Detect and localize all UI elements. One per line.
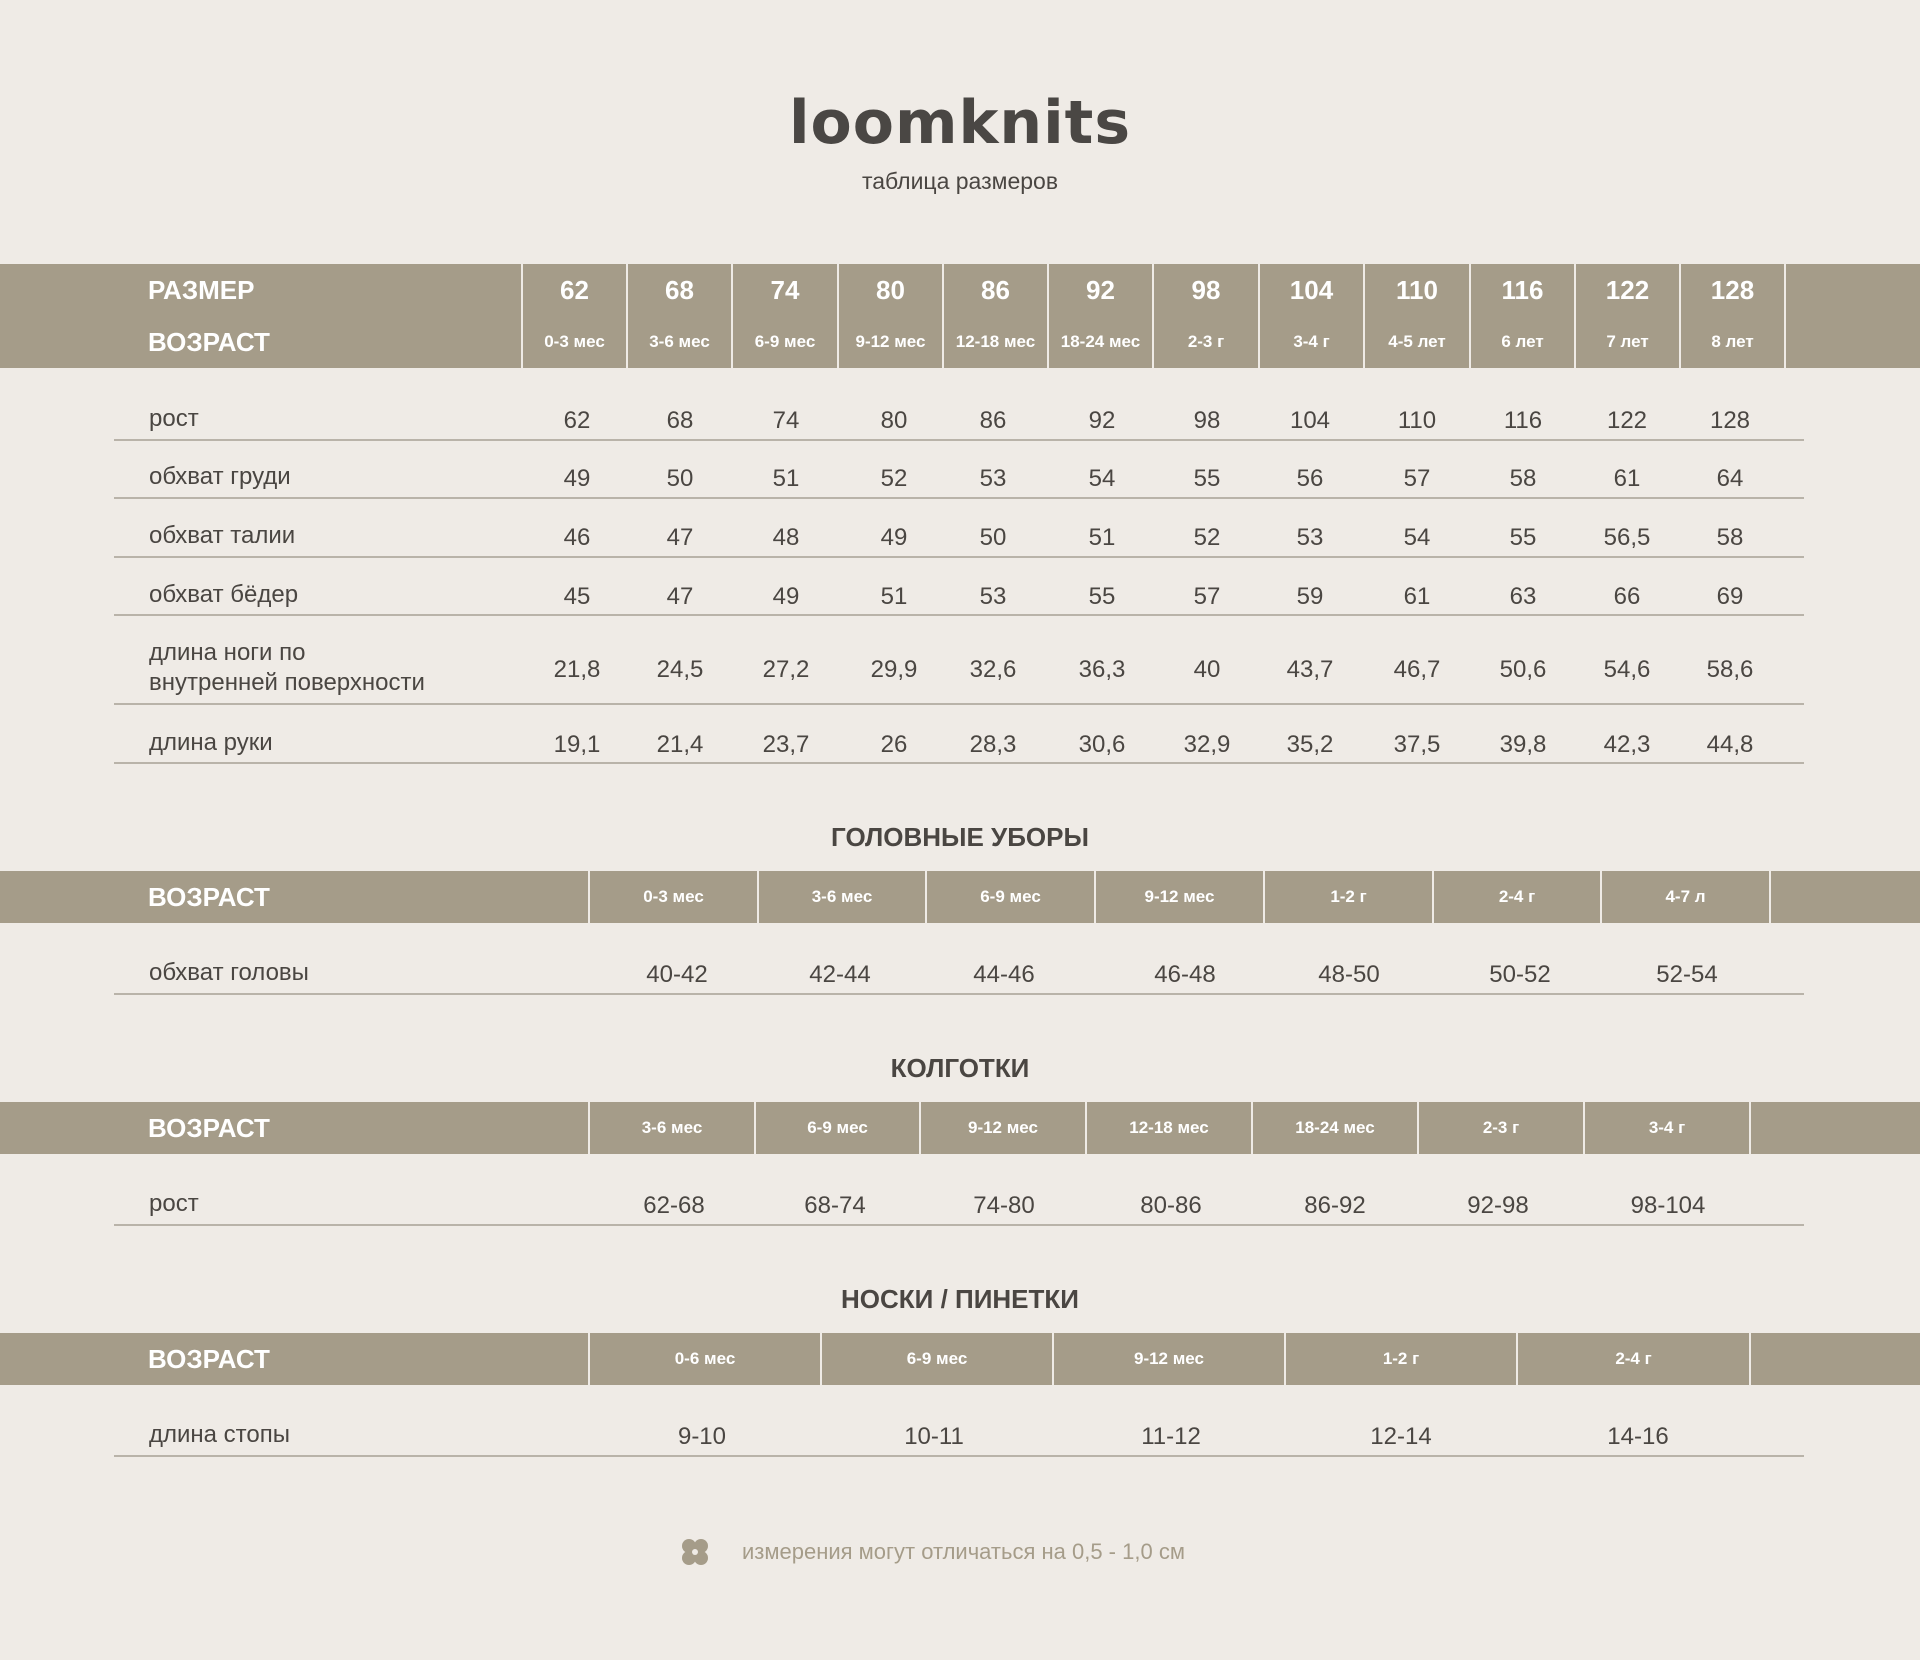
hats-age-cell-5: 2-4 г	[1432, 871, 1600, 923]
tights-age-cell-5: 2-3 г	[1417, 1102, 1583, 1154]
socks-header-band	[0, 1333, 1920, 1385]
socks-age-cell-1: 6-9 мес	[820, 1333, 1052, 1385]
table-cell: 86	[979, 407, 1007, 434]
hats-age-cell-2: 6-9 мес	[925, 871, 1094, 923]
size-cell-1: 68	[626, 264, 731, 316]
table-cell: 44,8	[1706, 731, 1754, 758]
table-cell: 50	[979, 524, 1007, 551]
table-cell: 43,7	[1286, 656, 1334, 683]
hats-age-cell-4: 1-2 г	[1263, 871, 1432, 923]
band-separator	[1749, 1102, 1751, 1154]
table-cell: 64	[1716, 465, 1744, 492]
hats-age-cell-1: 3-6 мес	[757, 871, 925, 923]
socks-value: 11-12	[1141, 1423, 1201, 1450]
brand-logo: loomknits	[788, 88, 1132, 158]
table-cell: 26	[880, 731, 908, 758]
tights-age-cell-4: 18-24 мес	[1251, 1102, 1417, 1154]
hats-section-title: ГОЛОВНЫЕ УБОРЫ	[831, 822, 1089, 852]
page-subtitle: таблица размеров	[861, 168, 1059, 194]
table-cell: 61	[1403, 583, 1431, 610]
hats-value: 44-46	[973, 961, 1035, 988]
table-cell: 48	[772, 524, 800, 551]
row-label: рост	[149, 405, 199, 432]
table-cell: 58	[1509, 465, 1537, 492]
table-cell: 104	[1289, 407, 1331, 434]
table-cell: 128	[1709, 407, 1751, 434]
table-cell: 116	[1503, 407, 1543, 434]
band-separator	[1784, 264, 1786, 316]
tights-section-title: КОЛГОТКИ	[890, 1053, 1030, 1083]
tights-age-cell-6: 3-4 г	[1583, 1102, 1749, 1154]
hats-row-divider	[114, 993, 1804, 995]
hats-age-label: ВОЗРАСТ	[148, 882, 270, 912]
table-cell: 53	[979, 583, 1007, 610]
table-cell: 21,8	[553, 656, 601, 683]
age-header-band	[0, 316, 1920, 368]
age-cell-9: 6 лет	[1469, 316, 1574, 368]
table-cell: 58	[1716, 524, 1744, 551]
table-cell: 40	[1193, 656, 1221, 683]
table-cell: 52	[1193, 524, 1221, 551]
age-cell-10: 7 лет	[1574, 316, 1679, 368]
socks-section-title: НОСКИ / ПИНЕТКИ	[841, 1284, 1079, 1314]
socks-value: 14-16	[1607, 1423, 1669, 1450]
age-cell-7: 3-4 г	[1258, 316, 1363, 368]
table-cell: 49	[880, 524, 908, 551]
row-label: обхват талии	[149, 522, 296, 549]
table-cell: 32,6	[969, 656, 1017, 683]
row-label: обхват груди	[149, 463, 291, 490]
hats-age-cell-3: 9-12 мес	[1094, 871, 1263, 923]
age-cell-8: 4-5 лет	[1363, 316, 1469, 368]
row-label-line: внутренней поверхности	[149, 669, 425, 696]
table-cell: 66	[1613, 583, 1641, 610]
tights-age-cell-1: 6-9 мес	[754, 1102, 919, 1154]
table-cell: 55	[1193, 465, 1221, 492]
age-cell-11: 8 лет	[1679, 316, 1784, 368]
tights-value: 80-86	[1140, 1192, 1202, 1219]
size-header-label: РАЗМЕР	[148, 275, 255, 305]
table-cell: 51	[772, 465, 800, 492]
age-cell-4: 12-18 мес	[942, 316, 1047, 368]
table-cell: 63	[1509, 583, 1537, 610]
table-cell: 39,8	[1499, 731, 1547, 758]
size-cell-6: 98	[1152, 264, 1258, 316]
table-cell: 37,5	[1393, 731, 1441, 758]
hats-value: 50-52	[1489, 961, 1551, 988]
table-cell: 36,3	[1078, 656, 1126, 683]
socks-value: 9-10	[677, 1423, 727, 1450]
tights-value: 74-80	[973, 1192, 1035, 1219]
table-cell: 50,6	[1499, 656, 1547, 683]
row-label: обхват бёдер	[149, 581, 299, 608]
table-cell: 29,9	[870, 656, 918, 683]
hats-value: 48-50	[1318, 961, 1380, 988]
hats-value: 52-54	[1656, 961, 1718, 988]
tights-age-label: ВОЗРАСТ	[148, 1113, 270, 1143]
socks-value: 12-14	[1370, 1423, 1432, 1450]
hats-row-label: обхват головы	[149, 959, 309, 986]
table-cell: 80	[880, 407, 908, 434]
size-cell-5: 92	[1047, 264, 1152, 316]
tights-value: 68-74	[804, 1192, 866, 1219]
table-cell: 32,9	[1183, 731, 1231, 758]
tights-header-band	[0, 1102, 1920, 1154]
table-cell: 74	[772, 407, 800, 434]
socks-value: 10-11	[904, 1423, 964, 1450]
table-cell: 23,7	[762, 731, 810, 758]
table-cell: 59	[1296, 583, 1324, 610]
size-cell-3: 80	[837, 264, 942, 316]
socks-age-label: ВОЗРАСТ	[148, 1344, 270, 1374]
tights-value: 92-98	[1467, 1192, 1529, 1219]
hats-value: 46-48	[1154, 961, 1216, 988]
size-cell-10: 122	[1574, 264, 1679, 316]
flower-icon	[680, 1537, 710, 1567]
table-cell: 19,1	[553, 731, 601, 758]
tights-age-cell-2: 9-12 мес	[919, 1102, 1085, 1154]
size-header-band	[0, 264, 1920, 316]
table-cell: 53	[979, 465, 1007, 492]
age-cell-0: 0-3 мес	[521, 316, 626, 368]
table-cell: 50	[666, 465, 694, 492]
band-separator	[1769, 871, 1771, 923]
table-cell: 54	[1088, 465, 1116, 492]
table-cell: 51	[880, 583, 908, 610]
socks-row-label: длина стопы	[149, 1421, 290, 1448]
row-label-line: длина ноги по	[149, 639, 306, 666]
size-cell-11: 128	[1679, 264, 1784, 316]
tights-age-cell-3: 12-18 мес	[1085, 1102, 1251, 1154]
table-cell: 21,4	[656, 731, 704, 758]
table-cell: 46,7	[1393, 656, 1441, 683]
size-cell-9: 116	[1469, 264, 1574, 316]
socks-row-divider	[114, 1455, 1804, 1457]
band-separator	[1749, 1333, 1751, 1385]
row-divider	[114, 439, 1804, 441]
socks-age-cell-4: 2-4 г	[1516, 1333, 1749, 1385]
size-cell-0: 62	[521, 264, 626, 316]
row-divider	[114, 497, 1804, 499]
table-cell: 30,6	[1078, 731, 1126, 758]
table-cell: 62	[563, 407, 591, 434]
table-cell: 28,3	[969, 731, 1017, 758]
table-cell: 51	[1088, 524, 1116, 551]
measurement-note: измерения могут отличаться на 0,5 - 1,0 см	[742, 1539, 1185, 1564]
tights-value: 98-104	[1630, 1192, 1706, 1219]
table-cell: 68	[666, 407, 694, 434]
row-divider	[114, 556, 1804, 558]
size-cell-2: 74	[731, 264, 837, 316]
table-cell: 56,5	[1603, 524, 1651, 551]
table-cell: 58,6	[1706, 656, 1754, 683]
table-cell: 27,2	[762, 656, 810, 683]
row-divider	[114, 762, 1804, 764]
hats-value: 40-42	[646, 961, 708, 988]
table-cell: 69	[1716, 583, 1744, 610]
table-cell: 122	[1606, 407, 1648, 434]
size-cell-8: 110	[1363, 264, 1469, 316]
table-cell: 52	[880, 465, 908, 492]
table-cell: 57	[1403, 465, 1431, 492]
size-cell-7: 104	[1258, 264, 1363, 316]
tights-row-divider	[114, 1224, 1804, 1226]
table-cell: 45	[563, 583, 591, 610]
tights-age-cell-0: 3-6 мес	[588, 1102, 754, 1154]
table-cell: 61	[1613, 465, 1641, 492]
band-separator	[1784, 316, 1786, 368]
row-label: длина руки	[149, 729, 273, 756]
age-cell-2: 6-9 мес	[731, 316, 837, 368]
table-cell: 92	[1088, 407, 1116, 434]
table-cell: 55	[1088, 583, 1116, 610]
table-cell: 54	[1403, 524, 1431, 551]
table-cell: 24,5	[656, 656, 704, 683]
age-cell-6: 2-3 г	[1152, 316, 1258, 368]
table-cell: 110	[1397, 407, 1437, 434]
age-cell-5: 18-24 мес	[1047, 316, 1152, 368]
row-divider	[114, 614, 1804, 616]
row-label	[149, 638, 425, 698]
table-cell: 98	[1193, 407, 1221, 434]
table-cell: 53	[1296, 524, 1324, 551]
table-cell: 42,3	[1603, 731, 1651, 758]
hats-age-cell-0: 0-3 мес	[588, 871, 757, 923]
socks-age-cell-3: 1-2 г	[1284, 1333, 1516, 1385]
socks-age-cell-2: 9-12 мес	[1052, 1333, 1284, 1385]
table-cell: 57	[1193, 583, 1221, 610]
table-cell: 35,2	[1286, 731, 1334, 758]
age-header-label: ВОЗРАСТ	[148, 327, 270, 357]
age-cell-1: 3-6 мес	[626, 316, 731, 368]
row-divider	[114, 703, 1804, 705]
hats-value: 42-44	[809, 961, 871, 988]
tights-row-label: рост	[149, 1190, 199, 1217]
table-cell: 47	[666, 583, 694, 610]
table-cell: 55	[1509, 524, 1537, 551]
tights-value: 62-68	[643, 1192, 705, 1219]
hats-header-band	[0, 871, 1920, 923]
table-cell: 49	[772, 583, 800, 610]
tights-value: 86-92	[1304, 1192, 1366, 1219]
hats-age-cell-6: 4-7 л	[1600, 871, 1769, 923]
table-cell: 54,6	[1603, 656, 1651, 683]
table-cell: 47	[666, 524, 694, 551]
table-cell: 46	[563, 524, 591, 551]
age-cell-3: 9-12 мес	[837, 316, 942, 368]
size-cell-4: 86	[942, 264, 1047, 316]
socks-age-cell-0: 0-6 мес	[588, 1333, 820, 1385]
table-cell: 56	[1296, 465, 1324, 492]
table-cell: 49	[563, 465, 591, 492]
